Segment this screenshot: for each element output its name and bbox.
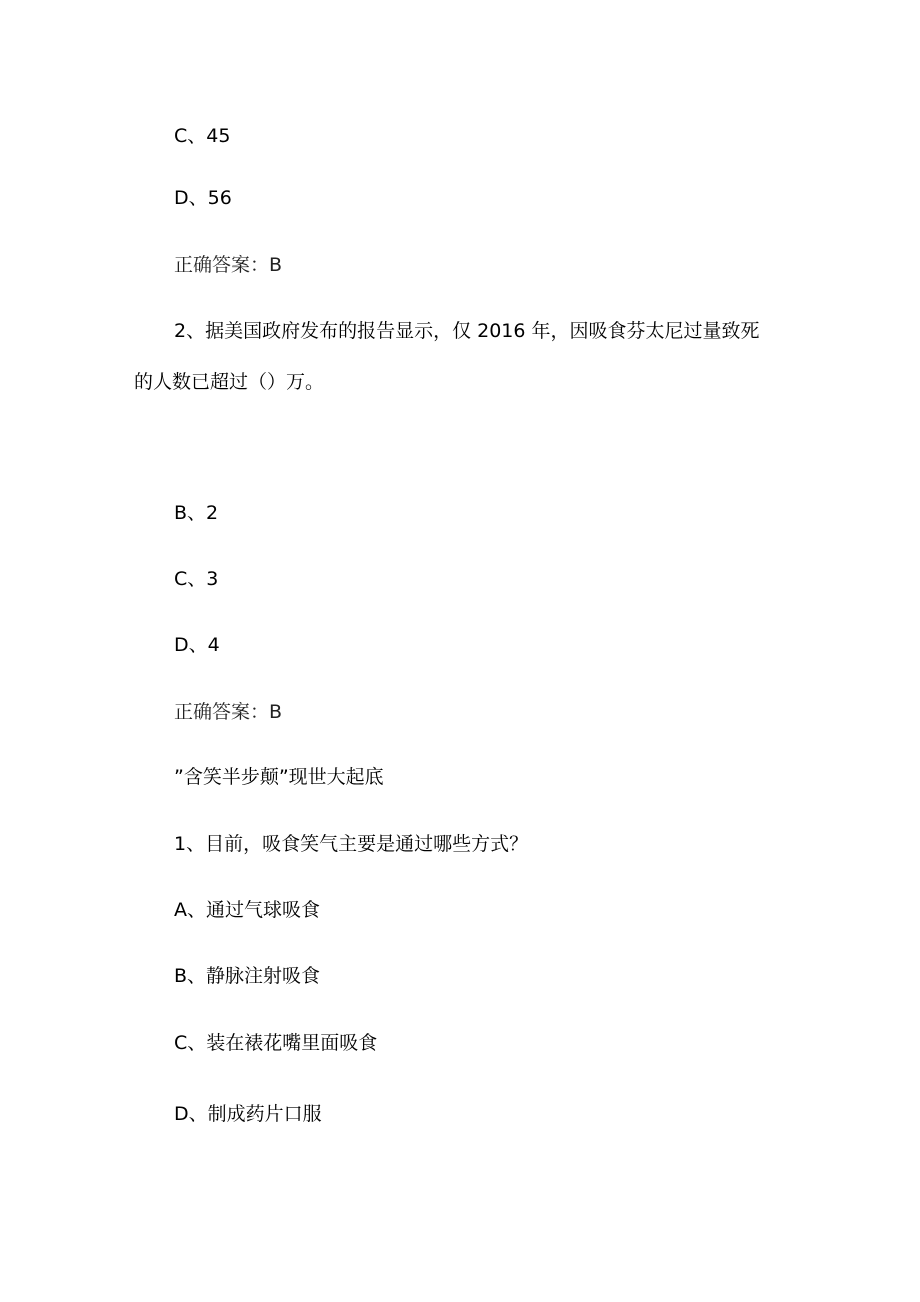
section-title: ”含笑半步颠”现世大起底 xyxy=(174,766,384,788)
question-1-option-c: C、装在裱花嘴里面吸食 xyxy=(174,1032,378,1054)
question-1-option-d: D、制成药片口服 xyxy=(174,1103,322,1125)
question-1-option-a: A、通过气球吸食 xyxy=(174,899,320,921)
question-2-correct-answer: 正确答案：B xyxy=(174,701,283,723)
question-1-option-b: B、静脉注射吸食 xyxy=(174,965,321,987)
question-2-option-c: C、3 xyxy=(174,568,219,590)
question-2-option-b: B、2 xyxy=(174,502,219,524)
question-2-text-line-1: 2、据美国政府发布的报告显示，仅 2016 年，因吸食芬太尼过量致死 xyxy=(174,320,760,342)
prev-question-option-d: D、56 xyxy=(174,187,232,209)
prev-question-option-c: C、45 xyxy=(174,125,231,147)
question-2-option-d: D、4 xyxy=(174,634,220,656)
prev-question-correct-answer: 正确答案：B xyxy=(174,254,283,276)
question-1-text: 1、目前，吸食笑气主要是通过哪些方式？ xyxy=(174,833,529,855)
question-2-text-line-2: 的人数已超过（）万。 xyxy=(134,371,325,393)
